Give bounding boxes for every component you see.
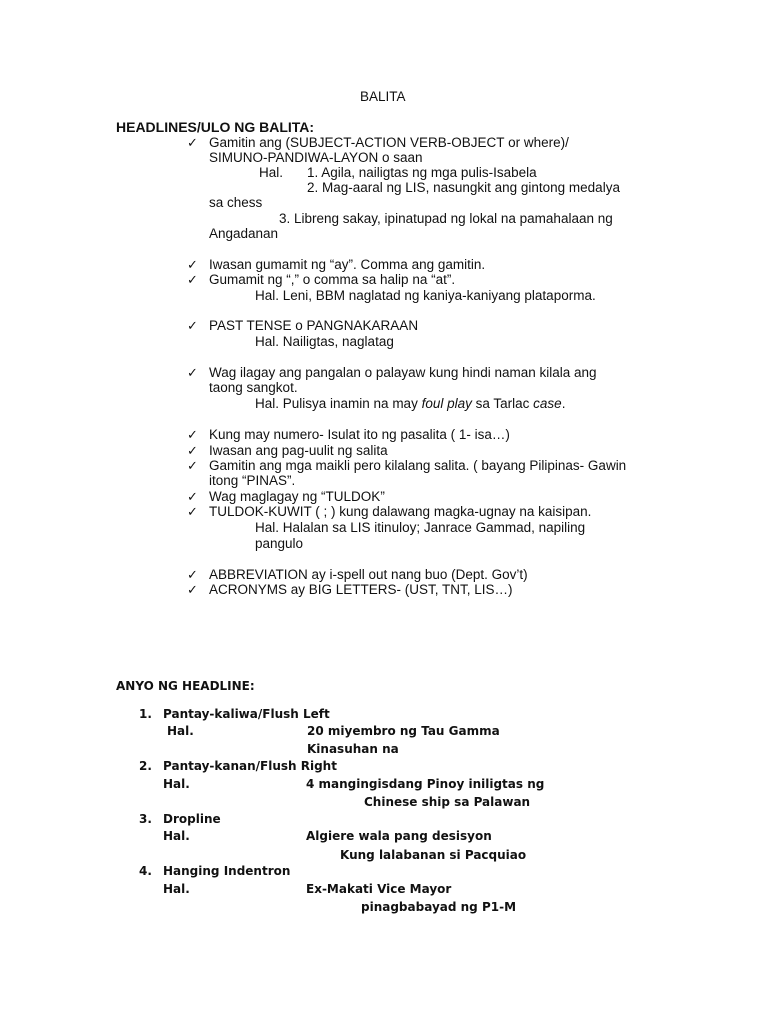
- checkmark-icon: ✓: [187, 257, 198, 272]
- rule-text: TULDOK-KUWIT ( ; ) kung dalawang magka-ugnay na kaisipan.: [209, 504, 592, 519]
- rule-text: taong sangkot.: [209, 380, 298, 395]
- rule-text: SIMUNO-PANDIWA-LAYON o saan: [209, 150, 423, 165]
- example-line: 20 miyembro ng Tau Gamma: [307, 724, 500, 738]
- example-text: Hal. Leni, BBM naglatad ng kaniya-kaniyang plataporma.: [255, 288, 596, 303]
- rule-text: Kung may numero- Isulat ito ng pasalita ( 1- isa…): [209, 427, 510, 442]
- checkmark-icon: ✓: [187, 427, 198, 442]
- checkmark-icon: ✓: [187, 582, 198, 597]
- checkmark-icon: ✓: [187, 567, 198, 582]
- list-number: 2.: [139, 759, 152, 773]
- example-text: sa chess: [209, 195, 263, 210]
- example-text: Angadanan: [209, 226, 279, 241]
- example-line: Chinese ship sa Palawan: [364, 795, 531, 809]
- list-item-label: Hanging Indentron: [163, 864, 291, 878]
- rule-text: Iwasan ang pag-uulit ng salita: [209, 443, 388, 458]
- rule-text: itong “PINAS”.: [209, 473, 296, 488]
- checkmark-icon: ✓: [187, 443, 198, 458]
- checkmark-icon: ✓: [187, 458, 198, 473]
- example-line: Kung lalabanan si Pacquiao: [340, 848, 527, 862]
- example-text: 1. Agila, nailigtas ng mga pulis-Isabela: [307, 165, 537, 180]
- rule-text: Iwasan gumamit ng “ay”. Comma ang gamitin.: [209, 257, 486, 272]
- rule-text: Gamitin ang (SUBJECT-ACTION VERB-OBJECT or where)/: [209, 135, 569, 150]
- list-item-label: Dropline: [163, 812, 221, 826]
- rule-text: Wag ilagay ang pangalan o palayaw kung hindi naman kilala ang: [209, 365, 597, 380]
- example-line: Algiere wala pang desisyon: [306, 829, 492, 843]
- example-line: Ex-Makati Vice Mayor: [306, 882, 452, 896]
- example-line: Kinasuhan na: [307, 742, 399, 756]
- example-label: Hal.: [163, 882, 190, 896]
- rule-text: ACRONYMS ay BIG LETTERS- (UST, TNT, LIS…): [209, 582, 513, 597]
- rule-text: Gamitin ang mga maikli pero kilalang salita. ( bayang Pilipinas- Gawin: [209, 458, 627, 473]
- checkmark-icon: ✓: [187, 504, 198, 519]
- section-heading-anyo: ANYO NG HEADLINE:: [116, 679, 255, 693]
- example-text: 2. Mag-aaral ng LIS, nasungkit ang gintong medalya: [307, 180, 620, 195]
- checkmark-icon: ✓: [187, 318, 198, 333]
- example-label: Hal.: [167, 724, 194, 738]
- example-label: Hal.: [259, 165, 284, 180]
- checkmark-icon: ✓: [187, 272, 198, 287]
- example-label: Hal.: [163, 829, 190, 843]
- list-item-label: Pantay-kaliwa/Flush Left: [163, 707, 330, 721]
- example-text: 3. Libreng sakay, ipinatupad ng lokal na pamahalaan ng: [279, 211, 613, 226]
- example-line: pinagbabayad ng P1-M: [361, 900, 517, 914]
- example-text: pangulo: [255, 536, 304, 551]
- checkmark-icon: ✓: [187, 489, 198, 504]
- example-text: Hal. Pulisya inamin na may foul play sa Tarlac case.: [255, 396, 566, 411]
- checkmark-icon: ✓: [187, 135, 198, 150]
- checkmark-icon: ✓: [187, 365, 198, 380]
- list-number: 3.: [139, 812, 152, 826]
- example-line: 4 mangingisdang Pinoy iniligtas ng: [306, 777, 545, 791]
- rule-text: Wag maglagay ng “TULDOK”: [209, 489, 385, 504]
- list-item-label: Pantay-kanan/Flush Right: [163, 759, 337, 773]
- example-text: Hal. Nailigtas, naglatag: [255, 334, 394, 349]
- example-label: Hal.: [163, 777, 190, 791]
- example-text: Hal. Halalan sa LIS itinuloy; Janrace Gammad, napiling: [255, 520, 586, 535]
- rule-text: PAST TENSE o PANGNAKARAAN: [209, 318, 419, 333]
- list-number: 1.: [139, 707, 152, 721]
- rule-text: Gumamit ng “,” o comma sa halip na “at”.: [209, 272, 456, 287]
- section-heading-headlines: HEADLINES/ULO NG BALITA:: [116, 119, 315, 135]
- list-number: 4.: [139, 864, 152, 878]
- rule-text: ABBREVIATION ay i-spell out nang buo (Dept. Gov’t): [209, 567, 528, 582]
- page-title: BALITA: [360, 89, 406, 104]
